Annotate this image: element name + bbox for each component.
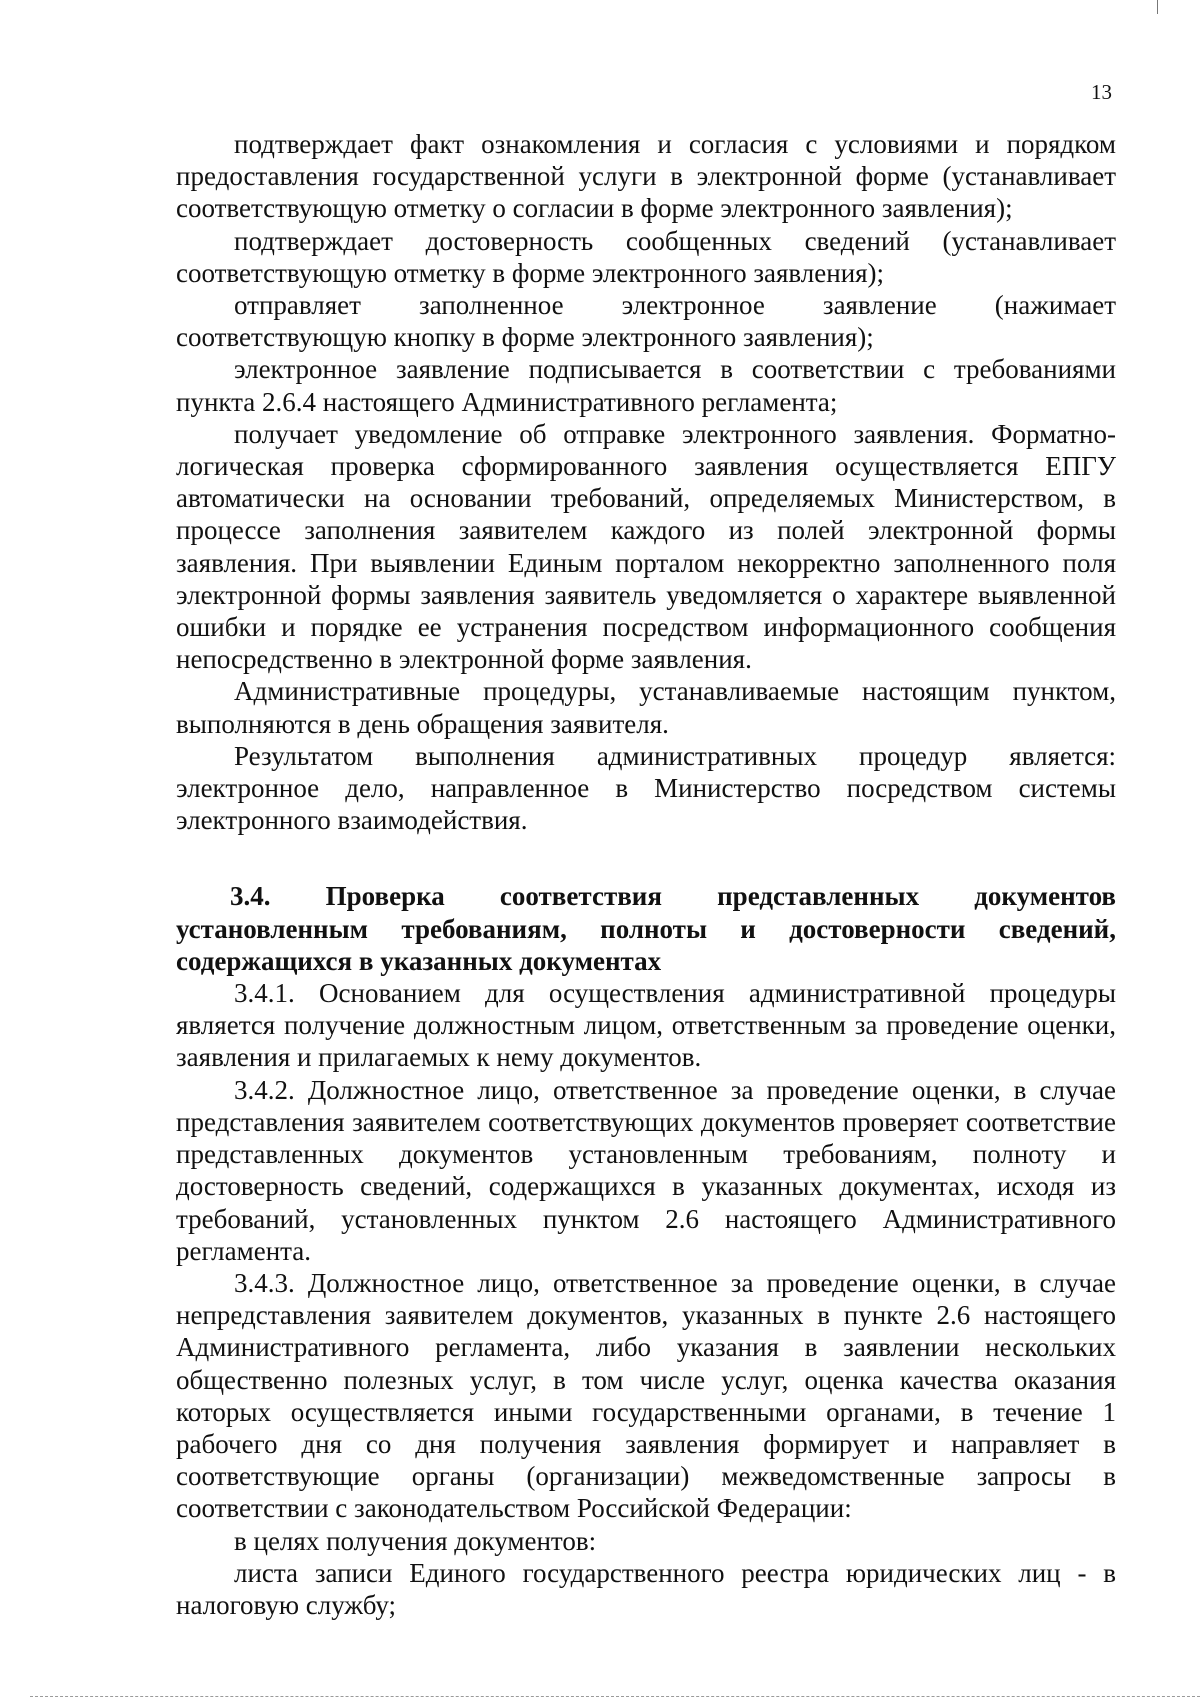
paragraph-accuracy: подтверждает достоверность сообщенных сведений (устанавливает соответствующую отметку в форме электронного заявления); <box>176 225 1116 288</box>
scan-edge-mark <box>1157 0 1158 14</box>
paragraph-3-4-3: 3.4.3. Должностное лицо, ответственное за проведение оценки, в случае непредставления заявителем документов, указанных в пункте 2.6 настоящего Административного регламента, либо указания в заявлении нескольких общественно полезных услуг, в том числе услуг, оценка качества оказания которых осуществляется иными государственными органами, в течение 1 рабочего дня со дня получения заявления формирует и направляет в соответствующие органы (организации) межведомственные запросы в соответствии с законодательством Российской Федерации: <box>176 1267 1116 1524</box>
document-body <box>176 128 1116 1621</box>
paragraph-documents-purpose: в целях получения документов: <box>234 1525 597 1556</box>
section-heading-3-4: 3.4. Проверка соответствия представленных документов установленным требованиям, полноты и достоверности сведений, содержащихся в указанных документах <box>176 881 1116 976</box>
paragraph-submit: отправляет заполненное электронное заявление (нажимает соответствующую кнопку в форме электронного заявления); <box>176 290 1116 353</box>
paragraph-signature: электронное заявление подписывается в соответствии с требованиями пункта 2.6.4 настоящего Административного регламента; <box>176 354 1116 417</box>
page-number: 13 <box>1091 80 1112 104</box>
paragraph-registry-extract: листа записи Единого государственного реестра юридических лиц - в налоговую службу; <box>176 1557 1116 1620</box>
paragraph-procedures-result: Результатом выполнения административных процедур является: электронное дело, направленное в Министерство посредством системы электронного взаимодействия. <box>176 740 1116 836</box>
paragraph-3-4-1: 3.4.1. Основанием для осуществления административной процедуры является получение должностным лицом, ответственным за проведение оценки, заявления и прилагаемых к нему документов. <box>176 978 1116 1073</box>
paragraph-procedures-timing: Административные процедуры, устанавливаемые настоящим пунктом, выполняются в день обращения заявителя. <box>176 676 1116 739</box>
scan-bottom-rule <box>30 1696 1200 1697</box>
paragraph-3-4-2: 3.4.2. Должностное лицо, ответственное за проведение оценки, в случае представления заявителем соответствующих документов проверяет соответствие представленных документов установленным требованиям, полноту и достоверность сведений, содержащихся в указанных документах, исходя из требований, установленных пунктом 2.6 настоящего Административного регламента. <box>176 1074 1116 1266</box>
paragraph-consent: подтверждает факт ознакомления и согласия с условиями и порядком предоставления государственной услуги в электронной форме (устанавливает соответствующую отметку о согласии в форме электронного заявления); <box>176 129 1116 224</box>
paragraph-notification: получает уведомление об отправке электронного заявления. Форматно-логическая проверка сформированного заявления осуществляется ЕПГУ автоматически на основании требований, определяемых Министерством, в процессе заполнения заявителем каждого из полей электронной формы заявления. При выявлении Единым порталом некорректно заполненного поля электронной формы заявления заявитель уведомляется о характере выявленной ошибки и порядке ее устранения посредством информационного сообщения непосредственно в электронной форме заявления. <box>176 418 1116 675</box>
